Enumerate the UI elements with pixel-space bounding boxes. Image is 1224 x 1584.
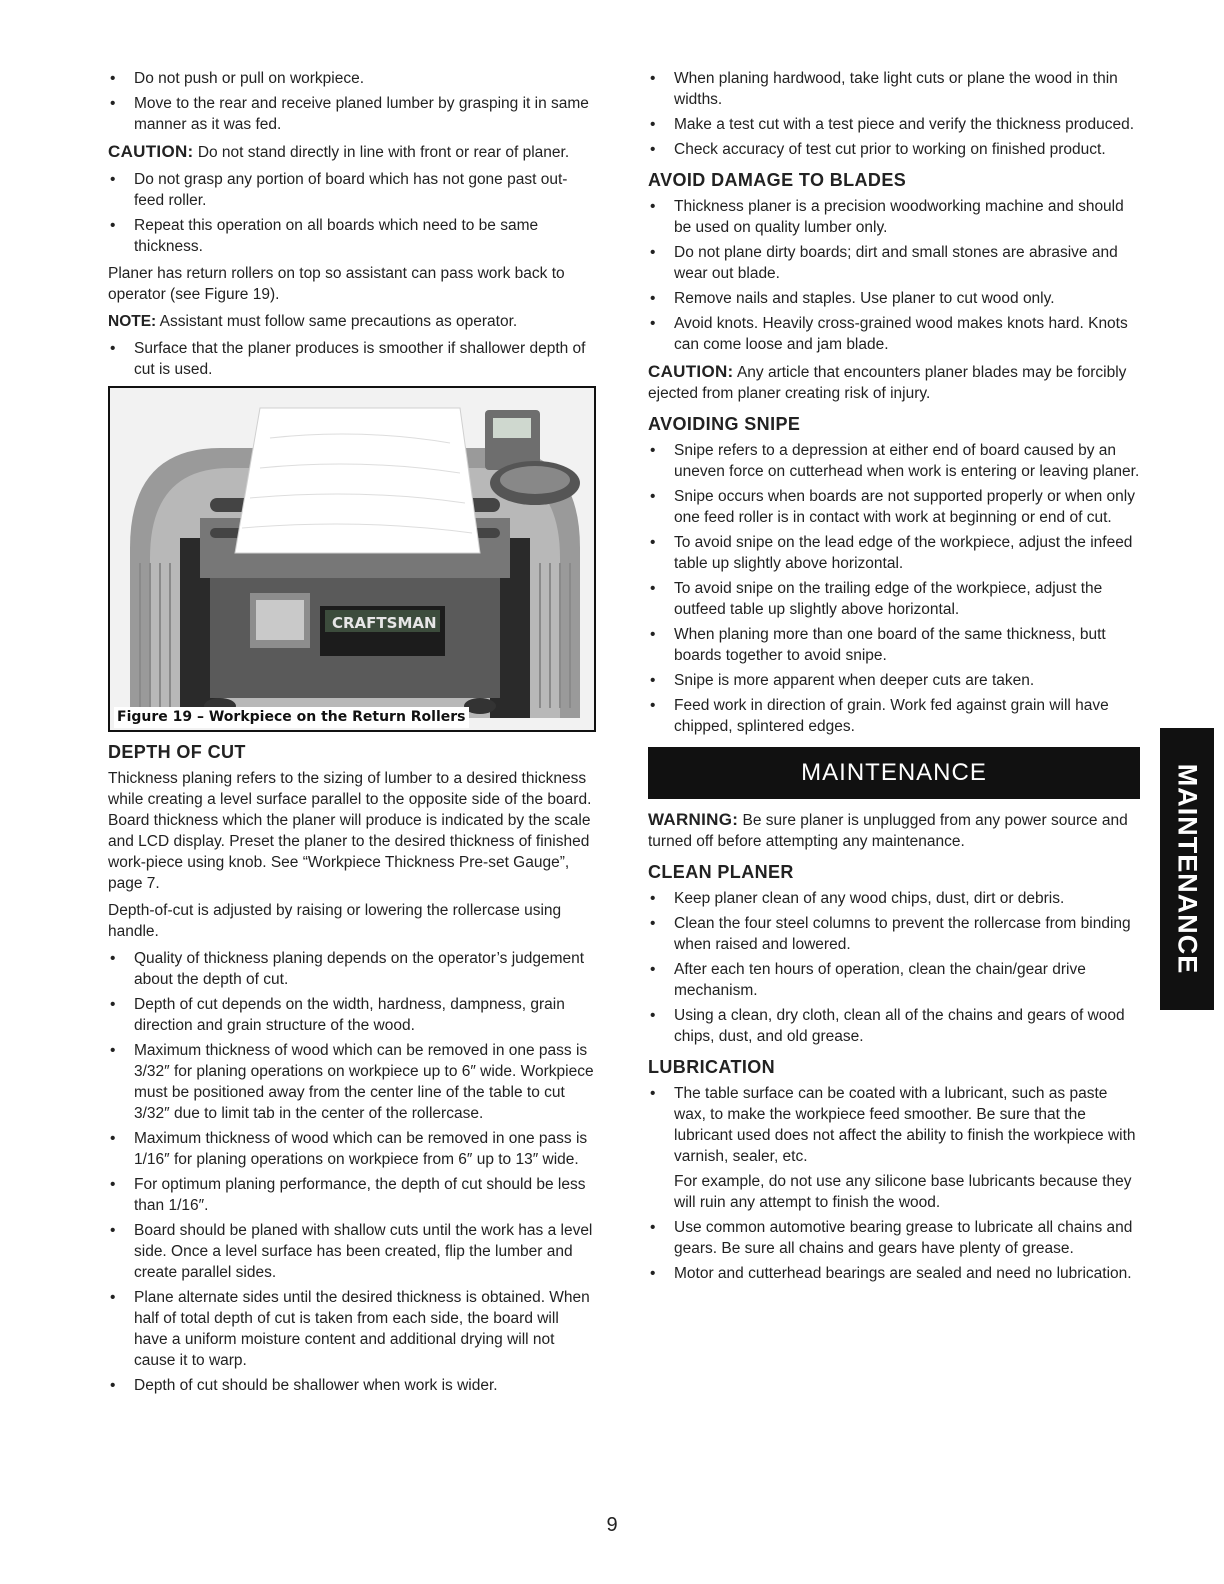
depth-of-cut-heading: DEPTH OF CUT [108,742,246,762]
lube-bullet-extra: For example, do not use any silicone base lubricants because they will ruin any attempt to finish the wood. [674,1173,1132,1211]
depth-paragraph-1: Thickness planing refers to the sizing of lumber to a desired thickness while creating a level surface parallel to the opposite side of the board. Board thickness which the planer will produce is indicated by the scale and LCD display. Preset the planer to the desired thickness of finished work-piece using knob. See “Workpiece Thickness Pre-set Gauge”, page 7. [108,770,592,892]
warning-label: WARNING: [648,810,739,829]
list-item: • Maximum thickness of wood which can be removed in one pass is 3/32″ for planing operations on workpiece up to 6″ wide. Workpiece must be positioned away from the center line of the table to cut 3/32″ due to limit tab in the center of the rollercase. [108,1040,596,1124]
snipe-list [648,440,1140,737]
list-item: • Feed work in direction of grain. Work fed against grain will have chipped, splintered edges. [648,695,1140,737]
right-column [648,68,1140,1290]
list-item: • Use common automotive bearing grease to lubricate all chains and gears. Be sure all chains and gears have plenty of grease. [648,1217,1140,1259]
planer-photo-icon [110,388,594,730]
list-item: • Do not push or pull on workpiece. [108,68,596,89]
left-column [108,68,596,1402]
list-item: • Keep planer clean of any wood chips, dust, dirt or debris. [648,888,1140,909]
note-paragraph [108,311,596,332]
caution-label: CAUTION: [108,142,194,161]
warning-paragraph [648,809,1140,852]
section-side-tab [1160,728,1214,1010]
avoiding-snipe-heading: AVOIDING SNIPE [648,414,801,434]
surface-list [108,338,596,380]
lubrication-heading: LUBRICATION [648,1057,776,1077]
note-label: NOTE: [108,313,157,330]
figure-caption: Figure 19 – Workpiece on the Return Rollers [114,707,469,728]
hardwood-list [648,68,1140,160]
list-item: • Make a test cut with a test piece and verify the thickness produced. [648,114,1140,135]
avoid-damage-heading: AVOID DAMAGE TO BLADES [648,170,907,190]
list-item: • After each ten hours of operation, clean the chain/gear drive mechanism. [648,959,1140,1001]
page-number: 9 [606,1514,618,1536]
side-tab-label: MAINTENANCE [1172,763,1203,975]
logo-text: CRAFTSMAN [332,614,437,632]
caution-paragraph-2 [648,361,1140,404]
list-item: • Depth of cut should be shallower when work is wider. [108,1375,596,1396]
list-item: • Quality of thickness planing depends on the operator’s judgement about the depth of cut. [108,948,596,990]
list-item: • Repeat this operation on all boards which need to be same thickness. [108,215,596,257]
list-item: • Do not plane dirty boards; dirt and small stones are abrasive and wear out blade. [648,242,1140,284]
list-item: • To avoid snipe on the trailing edge of the workpiece, adjust the outfeed table up slightly above horizontal. [648,578,1140,620]
blades-list [648,196,1140,355]
list-item: • Using a clean, dry cloth, clean all of the chains and gears of wood chips, dust, and old grease. [648,1005,1140,1047]
list-item: • Thickness planer is a precision woodworking machine and should be used on quality lumber only. [648,196,1140,238]
list-item: • Plane alternate sides until the desired thickness is obtained. When half of total depth of cut is taken from each side, the board will have a uniform moisture content and additional drying will not cause it to warp. [108,1287,596,1371]
maintenance-banner: MAINTENANCE [648,747,1140,799]
list-item: • Remove nails and staples. Use planer to cut wood only. [648,288,1140,309]
list-item: • For optimum planing performance, the depth of cut should be less than 1/16″. [108,1174,596,1216]
list-item: • Board should be planed with shallow cuts until the work has a level side. Once a level surface has been created, flip the lumber and create parallel sides. [108,1220,596,1283]
list-item: • Check accuracy of test cut prior to working on finished product. [648,139,1140,160]
warning-text: Be sure planer is unplugged from any power source and turned off before attempting any maintenance. [648,812,1128,850]
lubrication-list [648,1083,1140,1284]
list-item: • Do not grasp any portion of board which has not gone past out-feed roller. [108,169,596,211]
lube-bullet-text: • The table surface can be coated with a lubricant, such as paste wax, to make the workpiece feed smoother. Be sure that the lubricant used does not affect the ability to finish the workpiece with varnish, sealer, etc. [674,1085,1136,1165]
caution-paragraph [108,141,596,163]
figure-19 [108,386,596,732]
grasp-list [108,169,596,257]
list-item [648,1083,1140,1213]
list-item: • To avoid snipe on the lead edge of the workpiece, adjust the infeed table up slightly above horizontal. [648,532,1140,574]
list-item: • Snipe refers to a depression at either end of board caused by an uneven force on cutterhead when work is entering or leaving planer. [648,440,1140,482]
caution-text: Any article that encounters planer blades may be forcibly ejected from planer creating risk of injury. [648,364,1127,402]
caution-label: CAUTION: [648,362,734,381]
return-rollers-paragraph: Planer has return rollers on top so assistant can pass work back to operator (see Figure 19). [108,265,565,303]
caution-text: Do not stand directly in line with front or rear of planer. [197,144,570,161]
list-item: • Clean the four steel columns to prevent the rollercase from binding when raised and lowered. [648,913,1140,955]
note-text: Assistant must follow same precautions as operator. [159,313,518,330]
list-item: • Snipe occurs when boards are not supported properly or when only one feed roller is in contact with work at beginning or end of cut. [648,486,1140,528]
intro-list [108,68,596,135]
list-item: • When planing hardwood, take light cuts or plane the wood in thin widths. [648,68,1140,110]
list-item: • Motor and cutterhead bearings are sealed and need no lubrication. [648,1263,1140,1284]
list-item: • Avoid knots. Heavily cross-grained wood makes knots hard. Knots can come loose and jam blade. [648,313,1140,355]
list-item: • Depth of cut depends on the width, hardness, dampness, grain direction and grain structure of the wood. [108,994,596,1036]
depth-list [108,948,596,1396]
list-item: • Snipe is more apparent when deeper cuts are taken. [648,670,1140,691]
list-item: • Move to the rear and receive planed lumber by grasping it in same manner as it was fed. [108,93,596,135]
list-item: • When planing more than one board of the same thickness, butt boards together to avoid snipe. [648,624,1140,666]
list-item: • Maximum thickness of wood which can be removed in one pass is 1/16″ for planing operations on workpiece from 6″ up to 13″ wide. [108,1128,596,1170]
list-item: • Surface that the planer produces is smoother if shallower depth of cut is used. [108,338,596,380]
depth-paragraph-2: Depth-of-cut is adjusted by raising or lowering the rollercase using handle. [108,902,562,940]
clean-planer-heading: CLEAN PLANER [648,862,794,882]
clean-list [648,888,1140,1047]
